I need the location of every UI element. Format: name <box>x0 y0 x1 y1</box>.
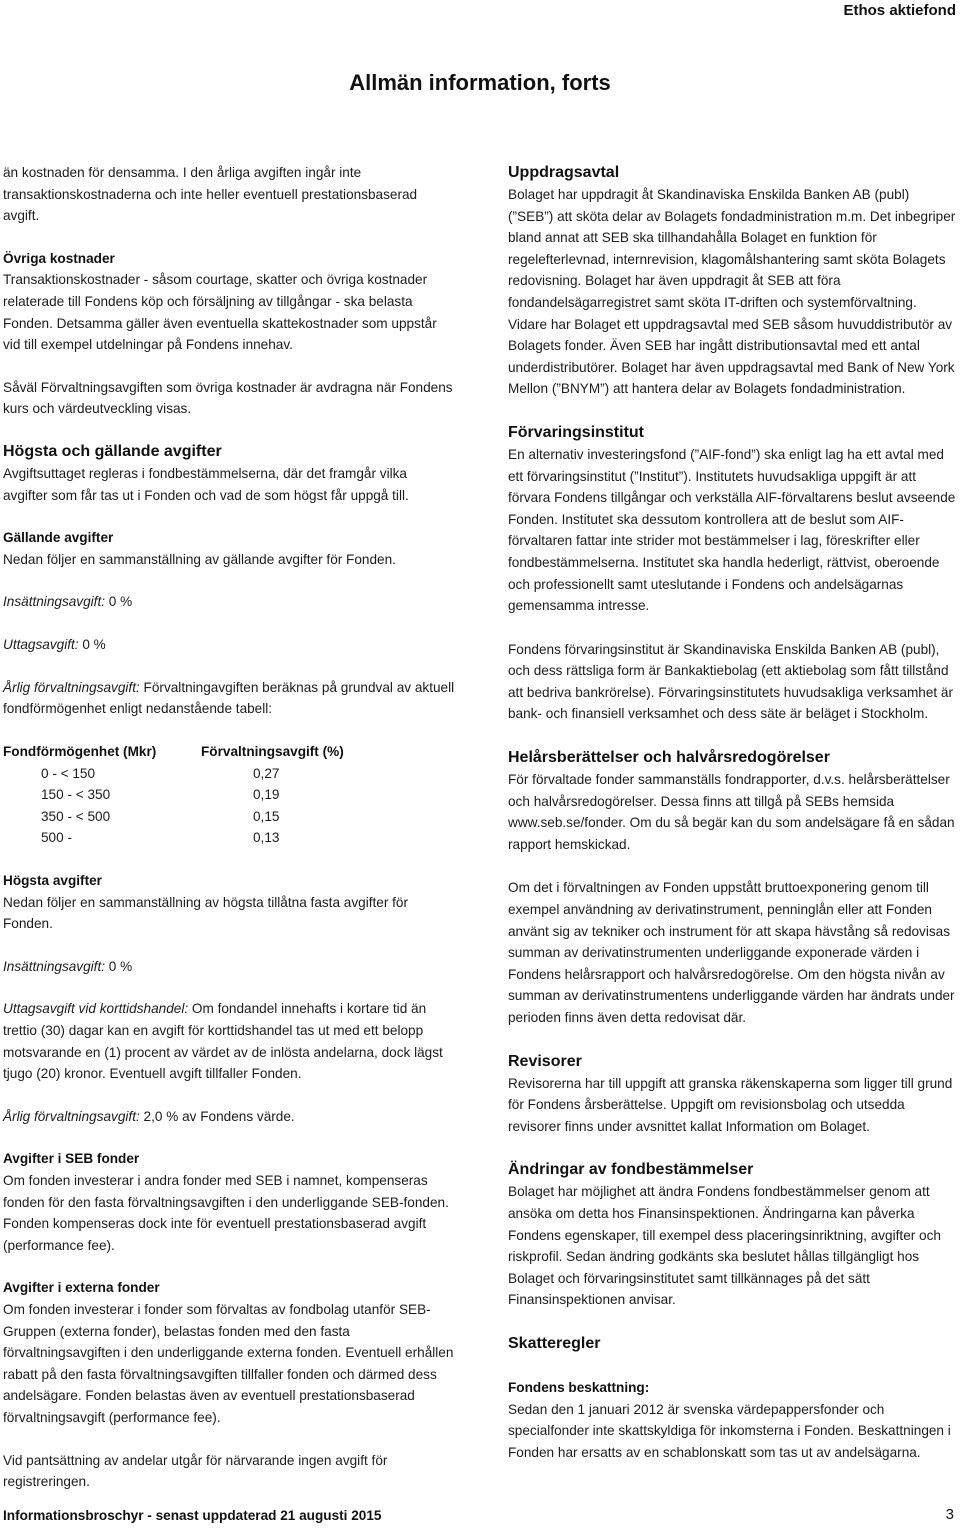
left-column <box>3 162 455 1493</box>
saval-paragraph: Såväl Förvaltningsavgiften som övriga kostnader är avdragna när Fondens kurs och värdeutveckling visas. <box>3 379 453 417</box>
fee-table-col-forvaltningsavgift: Förvaltningsavgift (%) <box>201 743 344 759</box>
right-column <box>508 162 956 1463</box>
intro-paragraph: än kostnaden för densamma. I den årliga avgiften ingår inte transaktionskostnaderna och inte heller eventuell prestationsbaserad avgift. <box>3 165 418 224</box>
externa-fonder-heading: Avgifter i externa fonder <box>3 1280 160 1296</box>
fee-range: 0 - < 150 <box>41 765 96 781</box>
ovriga-kostnader-paragraph: Transaktionskostnader - såsom courtage, skatter och övriga kostnader relaterade till Fondens köp och försäljning av tillgångar - ska belasta Fonden. Detsamma gäller även eventuella skattekostnader som uppstår vid till exempel utdelningar på Fondens innehav. <box>3 272 437 353</box>
hogsta-gallande-paragraph: Avgiftsuttaget regleras i fondbestämmelserna, där det framgår vilka avgifter som får tas ut i Fonden och vad de som högst får uppgå till. <box>3 465 409 503</box>
insattningsavgift-value: 0 % <box>108 594 133 610</box>
ovriga-kostnader-heading: Övriga kostnader <box>3 250 115 266</box>
forvaringsinstitut-heading: Förvaringsinstitut <box>508 423 645 441</box>
uttagsavgift-korttid-text: Om fondandel innehafts i kortare tid än trettio (30) dagar kan en avgift för korttidshandel tas ut med ett belopp motsvarande en (1) procent av värdet av de inlösta andelarna, dock lägst tjugo (20) kronor. Eventuell avgift tillfaller Fonden. <box>3 1001 443 1082</box>
fondens-beskattning-heading: Fondens beskattning: <box>508 1379 650 1395</box>
header-doc-name: Ethos aktiefond <box>843 2 956 19</box>
helarsberattelser-heading: Helårsberättelser och halvårsredogörelser <box>508 749 830 767</box>
fee-rate: 0,27 <box>253 765 280 781</box>
hogsta-gallande-heading: Högsta och gällande avgifter <box>3 442 222 460</box>
andringar-paragraph: Bolaget har möjlighet att ändra Fondens fondbestämmelser genom att ansöka om detta hos Finansinspektionen. Ändringarna kan påverka Fondens egenskaper, till exempel dess placeringsinriktning, avgifter och riskprofil. Sedan ändring godkänts ska beslutet hållas tillgängligt hos Bolaget och förvaringsinstitutet samt tillkännages på det sätt Finansinspektionen anvisar. <box>508 1184 941 1308</box>
fee-range: 500 - <box>41 830 72 846</box>
insattningsavgift-max-label: Insättningsavgift: <box>3 958 106 974</box>
arlig-avgift-line <box>3 677 455 720</box>
helarsberattelser-paragraph: För förvaltade fonder sammanställs fondrapporter, d.v.s. helårsberättelser och halvårsredogörelser. Dessa finns att tillgå på SEBs hemsida www.seb.se/fonder. Om du så begär kan du som andelsägare få en sådan rapport hemskickad. <box>508 772 955 852</box>
footer-doc-info: Informationsbroschyr - senast uppdaterad 21 augusti 2015 <box>3 1508 382 1523</box>
table-row <box>3 827 360 849</box>
hogsta-avgifter-heading: Högsta avgifter <box>3 873 102 889</box>
insattningsavgift-line <box>3 591 455 613</box>
fee-range: 350 - < 500 <box>41 808 111 824</box>
table-row <box>3 806 360 828</box>
fee-table <box>3 741 360 849</box>
externa-fonder-paragraph: Om fonden investerar i fonder som förvaltas av fondbolag utanför SEB-Gruppen (externa fonder), belastas fonden med den fasta förvaltningsavgiften i den underliggande externa fonden. Eventuell erhållen rabatt på den fasta förvaltningsavgiften tillfaller fonden och därmed dess andelsägare. Fonden belastas även av eventuell prestationsbaserad förvaltningsavgift (performance fee). <box>3 1301 454 1425</box>
fee-rate: 0,19 <box>253 787 280 803</box>
fee-table-header-row <box>3 741 360 763</box>
arlig-avgift-max-label: Årlig förvaltningsavgift: <box>3 1108 140 1124</box>
uttagsavgift-korttid-paragraph <box>3 998 455 1084</box>
fee-range: 150 - < 350 <box>41 787 111 803</box>
fee-table-col-fondformogenhet: Fondförmögenhet (Mkr) <box>3 743 157 759</box>
table-row <box>3 784 360 806</box>
bruttoexponering-paragraph: Om det i förvaltningen av Fonden uppstått bruttoexponering genom till exempel användning av derivatinstrument, penninglån eller att Fonden använt sig av tekniker och instrument för att skapa hävstång så redovisas summan av derivatinstrumenten underliggande exponerade värden i Fondens helårsrapport och halvårsredogörelse. Om den högsta nivån av summan av derivatinstrumentens underliggande värden har ändrats under perioden finns även detta redovisat där. <box>508 880 955 1025</box>
forvaringsinstitut-paragraph: En alternativ investeringsfond (”AIF-fond”) ska enligt lag ha ett avtal med ett förvaringsinstitut (”Institut”). Institutets huvudsakliga uppgift är att förvara Fondens tillgångar och verkställa AIF-förvaltarens beslut avseende Fonden. Institutet ska dessutom kontrollera att de beslut som AIF-förvaltaren fattar inte strider mot bestämmelser i lag, föreskrifter eller fondbestämmelserna. Institutet ska handla hederligt, rättvist, oberoende och professionellt samt uteslutande i Fondens och andelsägarnas gemensamma intresse. <box>508 446 956 614</box>
revisorer-heading: Revisorer <box>508 1052 582 1070</box>
uttagsavgift-korttid-label: Uttagsavgift vid korttidshandel: <box>3 1001 189 1017</box>
arlig-avgift-max-line <box>3 1106 455 1128</box>
insattningsavgift-max-value: 0 % <box>108 958 133 974</box>
arlig-avgift-label: Årlig förvaltningsavgift: <box>3 679 140 695</box>
fee-rate: 0,13 <box>253 830 280 846</box>
page-title: Allmän information, forts <box>349 70 611 95</box>
seb-fonder-paragraph: Om fonden investerar i andra fonder med SEB i namnet, kompenseras fonden för den fasta förvaltningsavgiften i den underliggande SEB-fonden. Fonden kompenseras dock inte för eventuell prestationsbaserad avgift (performance fee). <box>3 1173 449 1253</box>
skatteregler-heading: Skatteregler <box>508 1334 601 1352</box>
uppdragsavtal-heading: Uppdragsavtal <box>508 164 620 181</box>
revisorer-paragraph: Revisorerna har till uppgift att granska räkenskaperna som ligger till grund för Fondens årsberättelse. Uppgift om revisionsbolag och utsedda revisorer finns under avsnittet kallat Information om Bolaget. <box>508 1075 953 1134</box>
forvaringsinstitut-paragraph-2: Fondens förvaringsinstitut är Skandinaviska Enskilda Banken AB (publ), och dess rättsliga form är Bankaktiebolag (ett aktiebolag som fått tillstånd att bedriva bankrörelse). Förvaringsinstitutets huvudsakliga verksamhet är bank- och finansiell verksamhet och dess säte är beläget i Stockholm. <box>508 641 954 722</box>
seb-fonder-heading: Avgifter i SEB fonder <box>3 1151 140 1167</box>
fondens-beskattning-paragraph: Sedan den 1 januari 2012 är svenska värdepappersfonder och specialfonder inte skattskyldiga för inkomsterna i Fonden. Beskattningen i Fonden har ersatts av en schablonskatt som tas ut av andelsägarna. <box>508 1401 951 1460</box>
page-number: 3 <box>945 1506 954 1523</box>
arlig-avgift-text: Förvaltningavgiften beräknas på grundval av aktuell fondförmögenhet enligt nedanstående tabell: <box>3 679 455 717</box>
uttagsavgift-label: Uttagsavgift: <box>3 636 79 652</box>
hogsta-avgifter-paragraph: Nedan följer en sammanställning av högsta tillåtna fasta avgifter för Fonden. <box>3 894 409 932</box>
insattningsavgift-label: Insättningsavgift: <box>3 594 106 610</box>
gallande-avgifter-paragraph: Nedan följer en sammanställning av gällande avgifter för Fonden. <box>3 551 396 567</box>
uttagsavgift-value: 0 % <box>82 636 106 652</box>
uppdragsavtal-paragraph: Bolaget har uppdragit åt Skandinaviska Enskilda Banken AB (publ) (”SEB”) att sköta delar av Bolagets fondadministration m.m. Det inbegriper bland annat att SEB ska tillhandahålla Bolaget en funktion för regelefterlevnad, internrevision, klagomålshantering samt sköta Bolagets redovisning. Bolaget har även uppdragit åt SEB att föra fondandelsägarregistret samt sköta IT-driften och systemförvaltning. Vidare har Bolaget ett uppdragsavtal med SEB såsom huvuddistributör av Bolagets fonder. Även SEB har ingått distributionsavtal med ett antal underdistributörer. Bolaget har även uppdragsavtal med Bank of New York Mellon (”BNYM”) att hantera delar av Bolagets fondadministration. <box>508 187 956 397</box>
arlig-avgift-max-text: 2,0 % av Fondens värde. <box>143 1108 295 1124</box>
gallande-avgifter-heading: Gällande avgifter <box>3 530 114 546</box>
insattningsavgift-max-line <box>3 956 455 978</box>
andringar-heading: Ändringar av fondbestämmelser <box>508 1161 754 1179</box>
fee-rate: 0,15 <box>253 808 280 824</box>
pantsattning-paragraph: Vid pantsättning av andelar utgår för närvarande ingen avgift för registreringen. <box>3 1452 388 1490</box>
uttagsavgift-line <box>3 634 455 656</box>
table-row <box>3 763 360 785</box>
